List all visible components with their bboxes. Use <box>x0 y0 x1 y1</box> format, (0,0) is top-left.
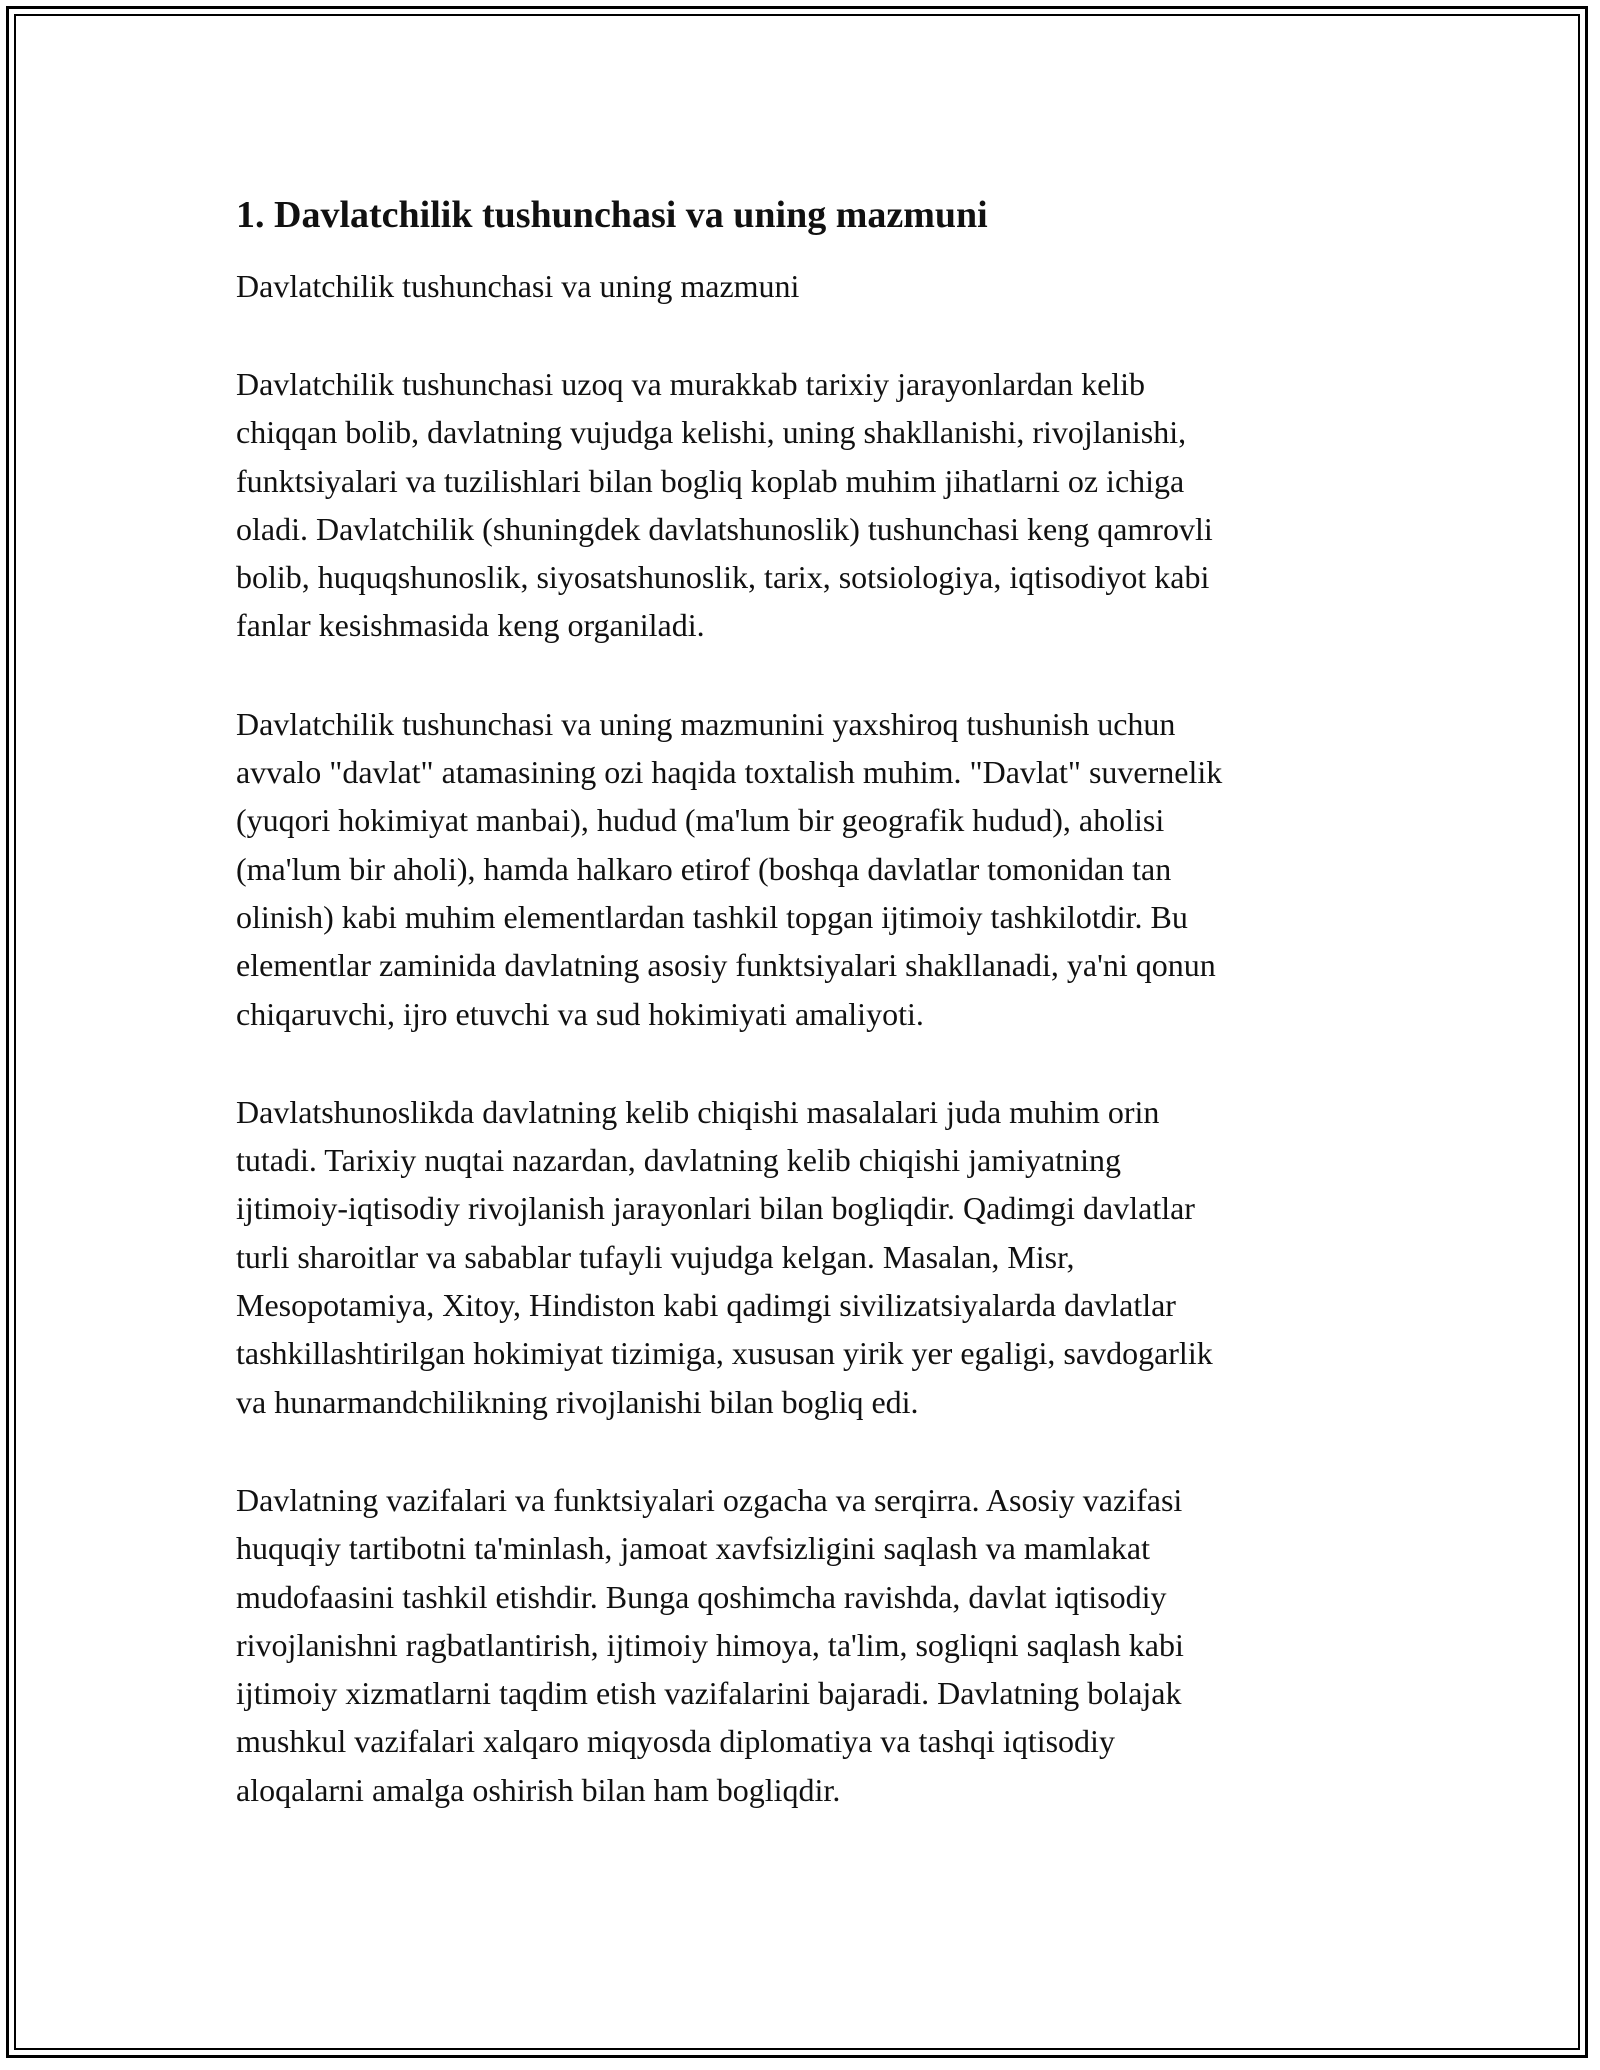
paragraph-line: chiqaruvchi, ijro etuvchi va sud hokimiyati amaliyoti. <box>236 995 924 1032</box>
paragraph-line: Davlatchilik tushunchasi va uning mazmunini yaxshiroq tushunish uchun <box>236 705 1176 742</box>
paragraph-line: Davlatshunoslikda davlatning kelib chiqishi masalalari juda muhim orin <box>236 1093 1160 1130</box>
paragraph-line: funktsiyalari va tuzilishlari bilan bogliq koplab muhim jihatlarni oz ichiga <box>236 462 1185 499</box>
document-heading: 1. Davlatchilik tushunchasi va uning mazmuni <box>236 194 988 236</box>
document-body <box>236 190 1386 1814</box>
body-paragraph <box>236 700 1386 1038</box>
paragraph-line: (ma'lum bir aholi), hamda halkaro etirof (boshqa davlatlar tomonidan tan <box>236 850 1172 887</box>
paragraph-line: tutadi. Tarixiy nuqtai nazardan, davlatning kelib chiqishi jamiyatning <box>236 1142 1121 1179</box>
paragraph-line: turli sharoitlar va sabablar tufayli vujudga kelgan. Masalan, Misr, <box>236 1238 1075 1275</box>
paragraphs <box>236 360 1386 1814</box>
body-paragraph <box>236 1088 1386 1426</box>
paragraph-line: bolib, huquqshunoslik, siyosatshunoslik, tarix, sotsiologiya, iqtisodiyot kabi <box>236 559 1210 596</box>
paragraph-line: mushkul vazifalari xalqaro miqyosda diplomatiya va tashqi iqtisodiy <box>236 1723 1115 1760</box>
paragraph-line: aloqalarni amalga oshirish bilan ham bogliqdir. <box>236 1771 841 1808</box>
body-paragraph <box>236 360 1386 650</box>
paragraph-line: va hunarmandchilikning rivojlanishi bilan bogliq edi. <box>236 1383 919 1420</box>
paragraph-line: oladi. Davlatchilik (shuningdek davlatshunoslik) tushunchasi keng qamrovli <box>236 510 1213 547</box>
paragraph-line: avvalo "davlat" atamasining ozi haqida toxtalish muhim. "Davlat" suvernelik <box>236 754 1223 791</box>
paragraph-line: fanlar kesishmasida keng organiladi. <box>236 607 705 644</box>
paragraph-line: chiqqan bolib, davlatning vujudga kelishi, uning shakllanishi, rivojlanishi, <box>236 414 1187 451</box>
paragraph-line: mudofaasini tashkil etishdir. Bunga qoshimcha ravishda, davlat iqtisodiy <box>236 1578 1167 1615</box>
document-subtitle: Davlatchilik tushunchasi va uning mazmuni <box>236 268 800 304</box>
paragraph-line: elementlar zaminida davlatning asosiy funktsiyalari shakllanadi, ya'ni qonun <box>236 947 1216 984</box>
body-paragraph <box>236 1476 1386 1814</box>
paragraph-line: (yuqori hokimiyat manbai), hudud (ma'lum bir geografik hudud), aholisi <box>236 802 1165 839</box>
paragraph-line: huquqiy tartibotni ta'minlash, jamoat xavfsizligini saqlash va mamlakat <box>236 1530 1151 1567</box>
paragraph-line: ijtimoiy xizmatlarni taqdim etish vazifalarini bajaradi. Davlatning bolajak <box>236 1675 1182 1712</box>
paragraph-line: tashkillashtirilgan hokimiyat tizimiga, xususan yirik yer egaligi, savdogarlik <box>236 1335 1213 1372</box>
paragraph-line: rivojlanishni ragbatlantirish, ijtimoiy himoya, ta'lim, sogliqni saqlash kabi <box>236 1626 1184 1663</box>
paragraph-line: Mesopotamiya, Xitoy, Hindiston kabi qadimgi sivilizatsiyalarda davlatlar <box>236 1287 1176 1324</box>
paragraph-line: ijtimoiy-iqtisodiy rivojlanish jarayonlari bilan bogliqdir. Qadimgi davlatlar <box>236 1190 1195 1227</box>
paragraph-line: Davlatning vazifalari va funktsiyalari ozgacha va serqirra. Asosiy vazifasi <box>236 1481 1183 1518</box>
paragraph-line: Davlatchilik tushunchasi uzoq va murakkab tarixiy jarayonlardan kelib <box>236 366 1146 402</box>
paragraph-line: olinish) kabi muhim elementlardan tashkil topgan ijtimoiy tashkilotdir. Bu <box>236 898 1188 935</box>
